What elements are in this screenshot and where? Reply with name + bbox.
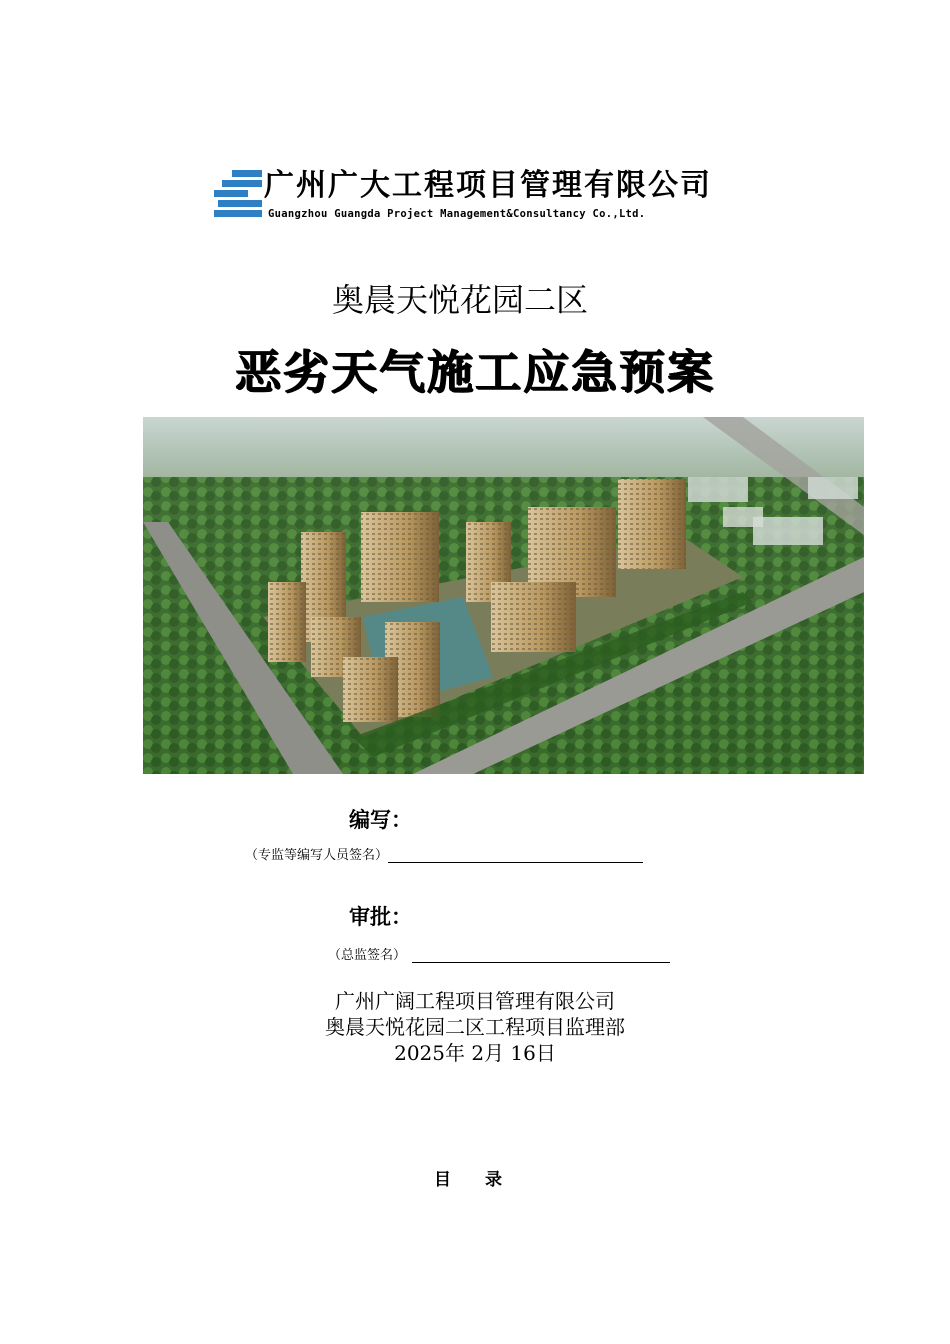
footer-company: 广州广阔工程项目管理有限公司 [335,989,615,1013]
footer-date: 2025年 2月 16日 [394,1041,556,1065]
author-sign-row [245,844,643,863]
company-logo [214,168,734,224]
toc-title: 目 录 [434,1170,516,1190]
cover-footer [0,988,950,1066]
approval-sign-hint: （总监签名） [328,948,407,963]
logo-company-en: Guangzhou Guangda Project Management&Consultancy Co.,Ltd. [268,208,646,220]
project-rendering-image [143,417,864,774]
approval-signature-line[interactable] [412,948,670,963]
approval-sign-row [328,944,670,963]
author-label: 编写： [349,808,412,832]
approval-label: 审批： [349,905,412,929]
project-name: 奥晨天悦花园二区 [331,281,588,319]
rendering-svg [143,417,864,774]
document-title: 恶劣天气施工应急预案 [235,345,715,399]
logo-bars-icon [214,170,262,220]
logo-company-cn: 广州广大工程项目管理有限公司 [264,168,712,203]
author-sign-hint: （专监等编写人员签名） [245,848,389,863]
footer-department: 奥晨天悦花园二区工程项目监理部 [325,1015,625,1039]
author-signature-line[interactable] [388,848,643,863]
